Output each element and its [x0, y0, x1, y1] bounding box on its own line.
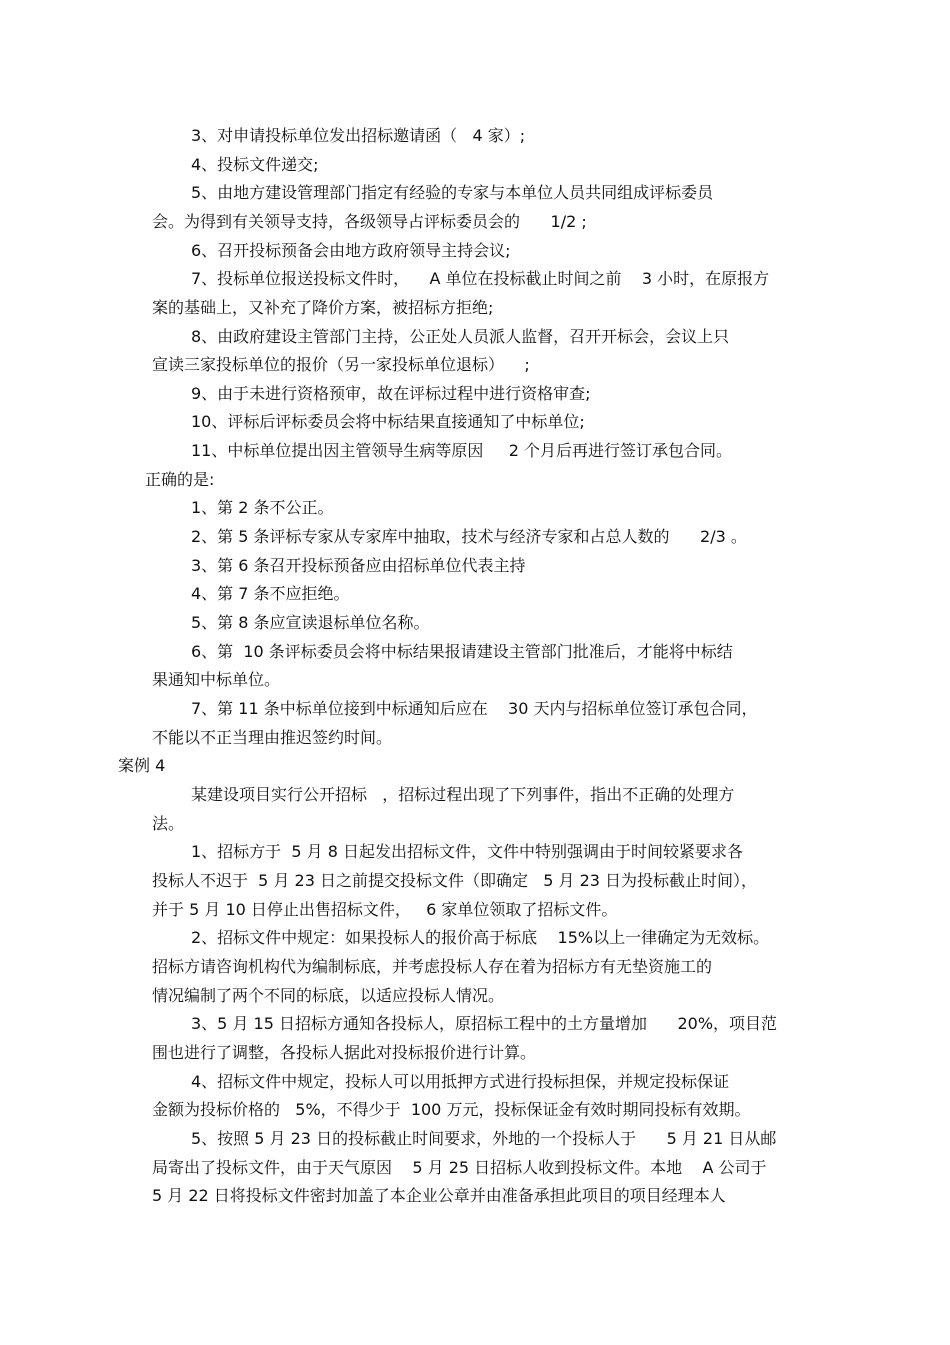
text-line: 5 月 22 日将投标文件密封加盖了本企业公章并由准备承担此项目的项目经理本人	[152, 1186, 726, 1205]
text-line: 10、评标后评标委员会将中标结果直接通知了中标单位;	[191, 412, 585, 431]
text-line: 案的基础上，又补充了降价方案，被招标方拒绝;	[152, 298, 494, 317]
text-line: 11、中标单位提出因主管领导生病等原因 2 个月后再进行签订承包合同。	[191, 441, 733, 460]
text-line: 围也进行了调整，各投标人据此对投标报价进行计算。	[152, 1043, 537, 1062]
text-line: 招标方请咨询机构代为编制标底，并考虑投标人存在着为招标方有无垫资施工的	[152, 957, 713, 976]
text-line: 并于 5 月 10 日停止出售招标文件， 6 家单位领取了招标文件。	[152, 900, 618, 919]
text-line: 2、第 5 条评标专家从专家库中抽取，技术与经济专家和占总人数的 2/3 。	[191, 527, 747, 546]
text-line: 3、5 月 15 日招标方通知各投标人，原招标工程中的土方量增加 20%，项目范	[191, 1014, 778, 1033]
text-line: 5、第 8 条应宣读退标单位名称。	[191, 613, 430, 632]
text-line: 4、投标文件递交;	[191, 155, 319, 174]
text-line: 正确的是:	[145, 470, 215, 489]
text-line: 果通知中标单位。	[152, 670, 281, 689]
text-line: 某建设项目实行公开招标 ，招标过程出现了下列事件，指出不正确的处理方	[191, 785, 735, 804]
text-line: 宣读三家投标单位的报价（另一家投标单位退标） ;	[152, 355, 530, 374]
text-line: 2、招标文件中规定：如果投标人的报价高于标底 15%以上一律确定为无效标。	[191, 928, 770, 947]
text-line: 金额为投标价格的 5%，不得少于 100 万元，投标保证金有效时期同投标有效期。	[152, 1100, 751, 1119]
text-line: 1、招标方于 5 月 8 日起发出招标文件，文件中特别强调由于时间较紧要求各	[191, 842, 743, 861]
text-line: 8、由政府建设主管部门主持，公正处人员派人监督，召开开标会，会议上只	[191, 327, 730, 346]
text-line: 5、按照 5 月 23 日的投标截止时间要求，外地的一个投标人于 5 月 21 日从邮	[191, 1129, 777, 1148]
text-line: 4、招标文件中规定，投标人可以用抵押方式进行投标担保，并规定投标保证	[191, 1072, 730, 1091]
text-line: 局寄出了投标文件，由于天气原因 5 月 25 日招标人收到投标文件。本地 A 公司于	[152, 1158, 767, 1177]
text-line: 4、第 7 条不应拒绝。	[191, 584, 350, 603]
text-line: 3、第 6 条召开投标预备应由招标单位代表主持	[191, 556, 526, 575]
text-line: 9、由于未进行资格预审，故在评标过程中进行资格审查;	[191, 384, 591, 403]
text-line: 1、第 2 条不公正。	[191, 498, 334, 517]
text-line: 5、由地方建设管理部门指定有经验的专家与本单位人员共同组成评标委员	[191, 183, 714, 202]
text-line: 会。为得到有关领导支持，各级领导占评标委员会的 1/2 ;	[152, 212, 587, 231]
text-line: 7、第 11 条中标单位接到中标通知后应在 30 天内与招标单位签订承包合同，	[191, 699, 758, 718]
text-line: 法。	[152, 814, 185, 833]
text-line: 投标人不迟于 5 月 23 日之前提交投标文件（即确定 5 月 23 日为投标截止时间），	[152, 871, 758, 890]
text-line: 情况编制了两个不同的标底，以适应投标人情况。	[152, 986, 505, 1005]
text-line: 6、召开投标预备会由地方政府领导主持会议;	[191, 241, 511, 260]
text-line: 6、第 10 条评标委员会将中标结果报请建设主管部门批准后，才能将中标结	[191, 642, 733, 661]
text-line: 7、投标单位报送投标文件时， A 单位在投标截止时间之前 3 小时，在原报方	[191, 269, 770, 288]
text-line: 3、对申请投标单位发出招标邀请函（ 4 家）;	[191, 126, 526, 145]
text-line: 不能以不正当理由推迟签约时间。	[152, 728, 393, 747]
case-heading: 案例 4	[118, 756, 166, 775]
